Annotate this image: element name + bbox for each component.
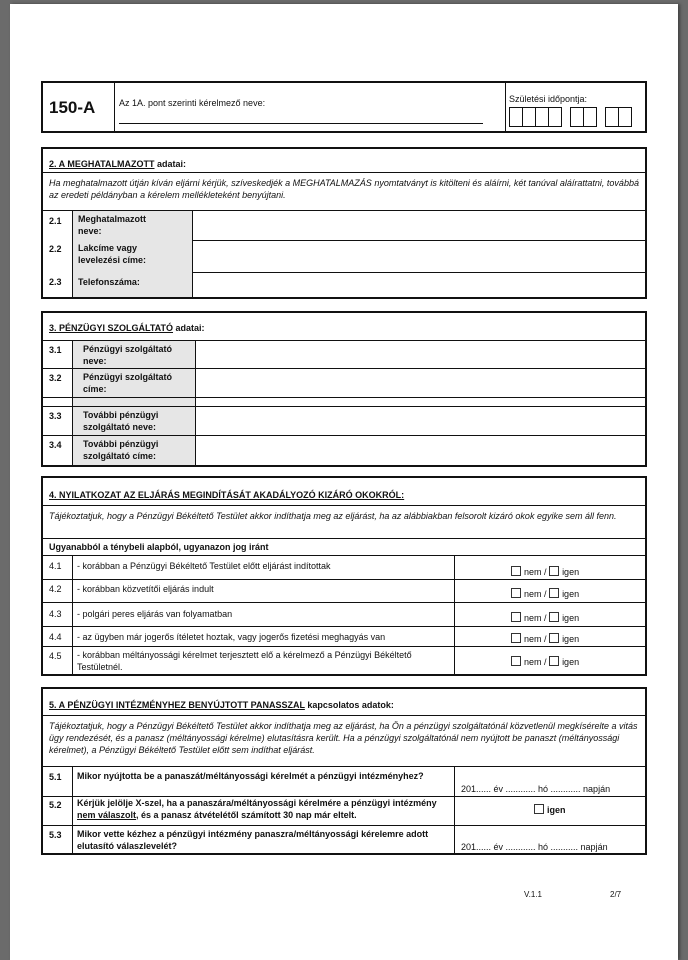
row-number: 2.3 [49,277,62,287]
section-2 [41,147,647,299]
row-number: 5.2 [49,800,62,810]
row-number: 3.3 [49,411,62,421]
birth-date-digit[interactable] [535,107,549,127]
birth-date-digit[interactable] [522,107,536,127]
complaint-submitted-date-field[interactable]: 201...... év ............ hó ............ napján [461,784,611,794]
proxy-phone-label: Telefonszáma: [78,277,140,287]
additional-provider-address-input[interactable] [197,437,643,464]
row-number: 5.3 [49,830,62,840]
exclusion-equity-request-text: - korábban méltányossági kérelmet terjesztett elő a kérelmező a Pénzügyi Békéltető Testületnél. [77,650,412,672]
section-4-subheader: Ugyanabból a ténybeli alapból, ugyanazon jog iránt [49,542,269,552]
section-4-title: 4. NYILATKOZAT AZ ELJÁRÁS MEGINDÍTÁSÁT AKADÁLYOZÓ KIZÁRÓ OKOKRÓL: [49,490,405,500]
igen-checkbox[interactable] [549,566,559,576]
section-3-title: 3. PÉNZÜGYI SZOLGÁLTATÓ adatai: [49,323,205,333]
section-4 [41,476,647,676]
page-number: 2/7 [610,890,622,899]
exclusion-mediation-text: - korábban közvetítői eljárás indult [77,584,214,594]
proxy-phone-input[interactable] [194,274,643,296]
nem-checkbox[interactable] [511,566,521,576]
section-2-intro: Ha meghatalmazott útján kíván eljárni kérjük, szíveskedjék a MEGHATALMAZÁS nyomtatványt is kitölteni és aláírni, két tanúval aláírattatni, továbbá az eredeti példányban a kérelem mellékleteként benyújtani. [49,178,639,200]
section-2-title: 2. A MEGHATALMAZOTT adatai: [49,159,187,169]
proxy-name-label: Meghatalmazott neve: [78,214,147,236]
igen-checkbox[interactable] [549,588,559,598]
no-response-question: Kérjük jelölje X-szel, ha a panaszára/méltányossági kérelmére a pénzügyi intézmény nem válaszolt, és a panasz átvételétől számított 30 nap már eltelt. [77,798,437,820]
nem-checkbox[interactable] [511,633,521,643]
section-5-intro: Tájékoztatjuk, hogy a Pénzügyi Békéltető Testület akkor indíthatja meg az eljárást, ha Ön a pénzügyi szolgáltatónál közvetlenül megkísérelte a vitás ügy rendezését, és a panasz (méltányossági kérelme) elutasításra került. Ha a pénzügyi szolgáltatónál nem nyújtott be panaszt (méltányossági kérelmet), a Pénzügyi Békéltető Testület előtt sem indíthat eljárást. [49,721,638,755]
version-label: V.1.1 [524,890,542,899]
form-page [10,4,678,960]
provider-name-label: Pénzügyi szolgáltató neve: [83,344,173,366]
header-box [41,81,647,133]
igen-checkbox[interactable] [549,633,559,643]
additional-provider-address-label: További pénzügyi szolgáltató címe: [83,439,159,461]
row-number: 4.4 [49,632,62,642]
igen-checkbox[interactable] [549,612,559,622]
birth-date-digit[interactable] [548,107,562,127]
additional-provider-name-label: További pénzügyi szolgáltató neve: [83,410,159,432]
exclusion-mediation-choice: nem / igen [511,588,579,600]
exclusion-previous-pbt-text: - korábban a Pénzügyi Békéltető Testület előtt eljárást indítottak [77,561,331,571]
row-number: 3.4 [49,440,62,450]
section-5 [41,687,647,855]
exclusion-previous-pbt-choice: nem / igen [511,566,579,578]
exclusion-final-judgment-choice: nem / igen [511,633,579,645]
form-code: 150-A [49,98,96,117]
exclusion-civil-lawsuit-choice: nem / igen [511,612,579,624]
igen-checkbox[interactable] [534,804,544,814]
row-number: 5.1 [49,772,62,782]
nem-checkbox[interactable] [511,612,521,622]
section-5-title: 5. A PÉNZÜGYI INTÉZMÉNYHEZ BENYÚJTOTT PANASSZAL kapcsolatos adatok: [49,700,394,710]
rejection-received-question: Mikor vette kézhez a pénzügyi intézmény panaszra/méltányossági kérelemre adott elutasító válaszlevelét? [77,829,429,851]
no-response-choice: igen [534,804,566,816]
row-number: 4.5 [49,651,62,661]
additional-provider-name-input[interactable] [197,408,643,434]
section-3 [41,311,647,467]
provider-address-input[interactable] [197,370,643,396]
provider-address-label: Pénzügyi szolgáltató címe: [83,372,173,394]
birth-date-label: Születési időpontja: [509,94,588,104]
rejection-received-date-field[interactable]: 201...... év ............ hó ........... napján [461,842,608,852]
row-number: 4.3 [49,609,62,619]
exclusion-final-judgment-text: - az ügyben már jogerős ítéletet hoztak, vagy jogerős fizetési meghagyás van [77,632,386,642]
igen-checkbox[interactable] [549,656,559,666]
section-4-intro: Tájékoztatjuk, hogy a Pénzügyi Békéltető Testület akkor indíthatja meg az eljárást, ha az alábbiakban felsorolt kizáró okok egyike sem áll fenn. [49,511,617,521]
row-number: 2.1 [49,216,62,226]
birth-date-digit[interactable] [605,107,619,127]
provider-name-input[interactable] [197,342,643,367]
applicant-name-label: Az 1A. pont szerinti kérelmező neve: [119,98,266,108]
row-number: 3.2 [49,373,62,383]
applicant-name-field[interactable] [119,123,483,124]
exclusion-civil-lawsuit-text: - polgári peres eljárás van folyamatban [77,609,233,619]
proxy-name-input[interactable] [194,212,643,239]
birth-date-digit[interactable] [509,107,523,127]
row-number: 2.2 [49,244,62,254]
row-number: 4.1 [49,561,62,571]
birth-date-digit[interactable] [618,107,632,127]
row-number: 3.1 [49,345,62,355]
proxy-address-label: Lakcíme vagy levelezési címe: [78,243,147,265]
nem-checkbox[interactable] [511,656,521,666]
proxy-address-input[interactable] [194,242,643,271]
nem-checkbox[interactable] [511,588,521,598]
exclusion-equity-request-choice: nem / igen [511,656,579,668]
complaint-submitted-question: Mikor nyújtotta be a panaszát/méltányossági kérelmét a pénzügyi intézményhez? [77,771,424,781]
birth-date-digit[interactable] [583,107,597,127]
birth-date-digit[interactable] [570,107,584,127]
row-number: 4.2 [49,584,62,594]
